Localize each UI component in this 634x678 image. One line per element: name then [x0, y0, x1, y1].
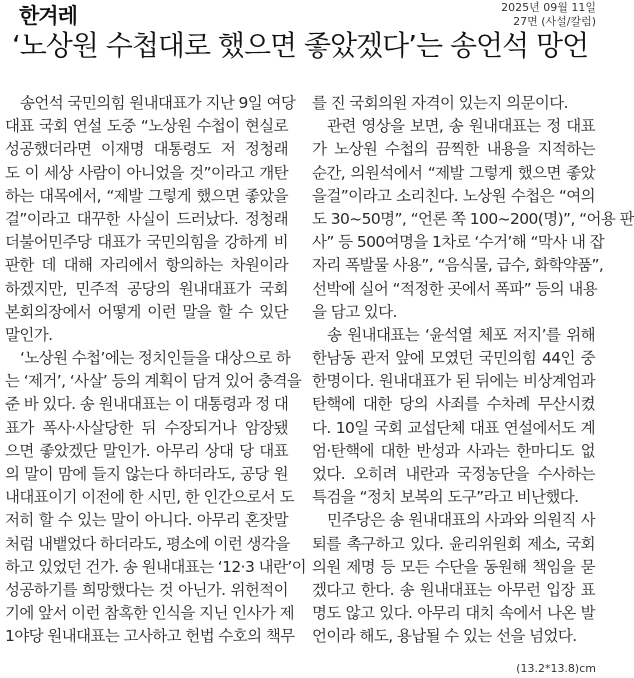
paragraph-line: 대표 국회 연설 도중 “노상원 수첩이 현실로: [5, 117, 288, 136]
paragraph-line: 으면 좋았겠단 말인가. 아무리 상대 당 대표: [5, 441, 288, 460]
paragraph-line: 다. 10일 국회 교섭단체 대표 연설에서도 계: [312, 418, 595, 437]
paragraph-line: 엄·탄핵에 대한 반성과 사과는 한마디도 없: [312, 441, 595, 460]
article-paragraph: [5, 347, 307, 648]
paragraph-line: 하겠지만, 민주적 공당의 원내대표가 국회: [5, 279, 288, 298]
article-paragraph: [312, 92, 595, 115]
article-title: ‘노상원 수첩대로 했으면 좋았겠다’는 송언석 망언: [11, 29, 589, 62]
paragraph-line: 판한 데 대해 자리에서 항의하는 차원이라: [5, 256, 288, 275]
paragraph-line: 하고 있었던 건가. 송 원내대표는 ‘12·3 내란’이: [5, 557, 307, 576]
paragraph-line: 의원 제명 등 모든 수단을 동원해 책임을 묻: [312, 557, 595, 576]
paragraph-line: 한남동 관저 앞에 모였던 국민의힘 44인 중: [312, 349, 595, 368]
paragraph-line: 탄핵에 대한 당의 사죄를 수차례 무산시켰: [312, 395, 595, 414]
paragraph-line: 언이라 해도, 용납될 수 있는 선을 넘었다.: [312, 627, 577, 646]
article-paragraph: [312, 324, 595, 510]
article-paragraph: [312, 509, 595, 648]
paragraph-line: 말인가.: [5, 325, 53, 344]
paragraph-line: 가 노상원 수첩의 끔찍한 내용을 지적하는: [312, 140, 595, 159]
paragraph-line: 사” 등 500여명을 1차로 ‘수거’해 “막사 내 잡: [312, 233, 605, 252]
paragraph-line: 자리 폭발물 사용”, “음식물, 급수, 화학약품”,: [312, 256, 604, 275]
paragraph-line: 특검을 “정치 보복의 도구”라고 비난했다.: [312, 488, 579, 507]
article-column-left: [5, 92, 307, 649]
paragraph-line: 처럼 내뱉었다 하더라도, 평소에 이런 생각을: [5, 534, 290, 553]
paragraph-line: 도 30~50명”, “언론 쪽 100~200(명)”, “어용 판: [312, 209, 634, 228]
article-paragraph: [312, 115, 634, 324]
article-size: (13.2*13.8)cm: [516, 662, 596, 675]
paragraph-line: ‘노상원 수첩’에는 정치인들을 대상으로 하: [20, 349, 291, 368]
paragraph-line: 퇴를 촉구하고 있다. 윤리위원회 제소, 국회: [312, 534, 595, 553]
page-section: 27면 (사설/칼럼): [513, 15, 596, 28]
paragraph-line: 걸”이라고 대꾸한 사실이 드러났다. 정청래: [5, 209, 288, 228]
paragraph-line: 송언석 국민의힘 원내대표가 지난 9일 여당: [20, 94, 296, 112]
paragraph-line: 을걸”이라고 소리친다. 노상원 수첩은 “여의: [312, 186, 595, 205]
paragraph-line: 의 말이 맘에 들지 않는다 하더라도, 공당 원: [5, 465, 288, 483]
paragraph-line: 겠다고 한다. 송 원내대표는 아무런 입장 표: [312, 580, 595, 599]
paragraph-line: 성공했더라면 이재명 대통령도 저 정청래: [5, 140, 288, 159]
paragraph-line: 준 바 있다. 송 원내대표는 이 대통령과 정 대: [5, 395, 289, 414]
paragraph-line: 더불어민주당 대표가 국민의힘을 강하게 비: [5, 233, 288, 252]
paragraph-line: 한명이다. 원내대표가 된 뒤에는 비상계엄과: [312, 372, 595, 391]
paragraph-line: 송 원내대표는 ‘윤석열 체포 저지’를 위해: [327, 325, 595, 344]
paragraph-line: 는 ‘제거’, ‘사살’ 등의 계획이 담겨 있어 충격을: [5, 372, 302, 391]
paragraph-line: 선박에 실어 “적정한 곳에서 폭파” 등의 내용: [312, 279, 598, 298]
paragraph-line: 본회의장에서 어떻게 이런 말을 할 수 있단: [5, 302, 288, 321]
paragraph-line: 관련 영상을 보면, 송 원내대표는 정 대표: [327, 117, 595, 136]
paragraph-line: 표가 폭사·사살당한 뒤 수장되거나 암장됐: [5, 418, 288, 437]
paragraph-line: 내대표이기 이전에 한 시민, 한 인간으로서 도: [5, 488, 295, 507]
publication-date: 2025년 09월 11일: [501, 1, 596, 14]
article-paragraph: [5, 92, 296, 347]
paragraph-line: 기에 앞서 이런 참혹한 인식을 지닌 인사가 제: [5, 604, 295, 623]
paragraph-line: 하는 대목에서, “제발 그렇게 했으면 좋았을: [5, 186, 288, 205]
newspaper-logo: 한겨레: [19, 4, 77, 28]
paragraph-line: 성공하기를 희망했다는 것 아닌가. 위헌적이: [5, 580, 288, 599]
paragraph-line: 저히 할 수 있는 말이 아니다. 아무리 혼잣말: [5, 511, 288, 530]
paragraph-line: 을 담고 있다.: [312, 302, 397, 321]
paragraph-line: 를 진 국회의원 자격이 있는지 의문이다.: [312, 94, 568, 112]
paragraph-line: 순간, 의원석에서 “제발 그렇게 했으면 좋았: [312, 163, 595, 182]
paragraph-line: 명도 않고 있다. 아무리 대치 속에서 나온 발: [312, 604, 595, 623]
publication-info: [501, 1, 596, 29]
paragraph-line: 었다. 오히려 내란과 국정농단을 수사하는: [312, 465, 595, 483]
paragraph-line: 1야당 원내대표는 고사하고 헌법 수호의 책무: [5, 627, 295, 646]
paragraph-line: 민주당은 송 원내대표의 사과와 의원직 사: [327, 511, 595, 530]
article-column-right: [312, 92, 634, 649]
paragraph-line: 도 이 세상 사람이 아니었을 것”이라고 개탄: [5, 163, 288, 182]
